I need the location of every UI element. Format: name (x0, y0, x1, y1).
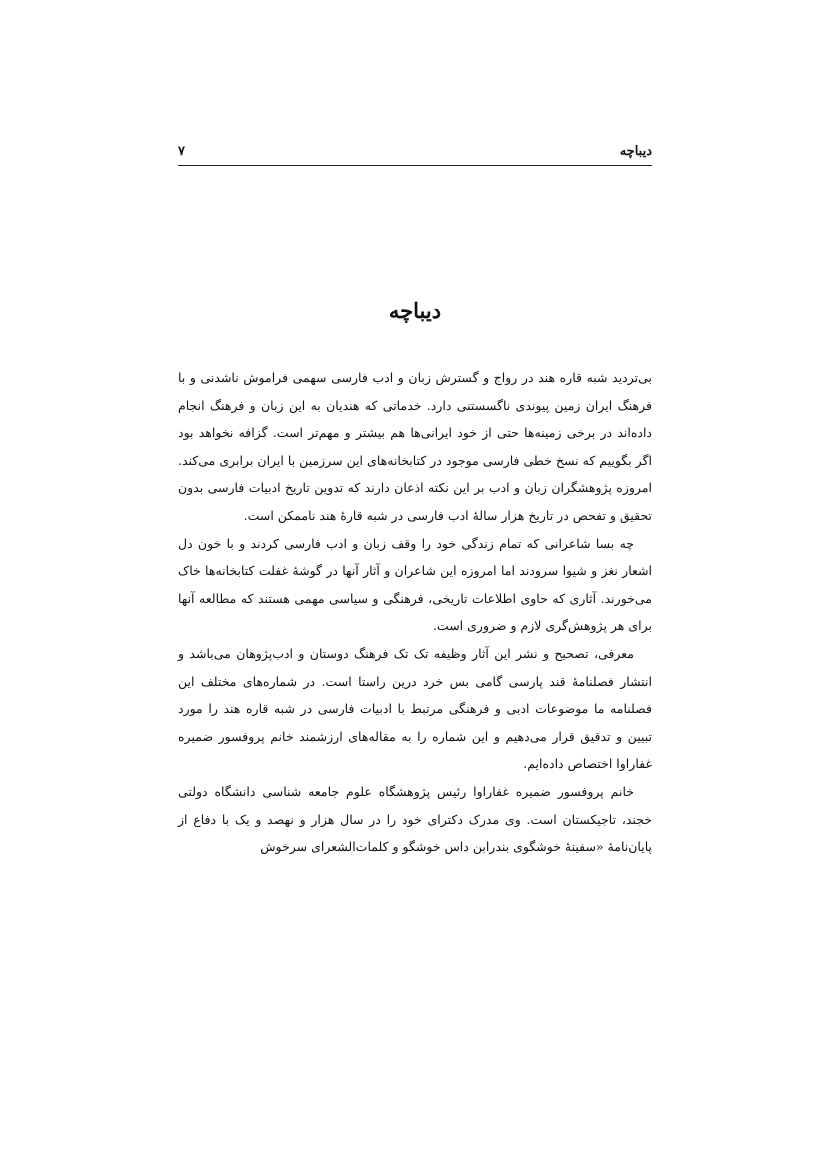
paragraph-1: بی‌تردید شبه قاره هند در رواج و گسترش زبان و ادب فارسی سهمی فراموش ناشدنی و با فرهنگ ایران زمین پیوندی ناگسستنی دارد. خدماتی که هندیان به این زبان و فرهنگ انجام داده‌اند در برخی زمینه‌ها حتی از خود ایرانی‌ها هم بیشتر و مهم‌تر است. گزافه نخواهد بود اگر بگوییم که نسخ خطی فارسی موجود در کتابخانه‌های این سرزمین با ایران برابری می‌کند. امروزه پژوهشگران زبان و ادب بر این نکته اذعان دارند که تدوین تاریخ ادبیات فارسی بدون تحقیق و تفحص در تاریخ هزار سالهٔ ادب فارسی در شبه قارهٔ هند ناممکن است. (178, 370, 652, 523)
running-title: دیباچه (619, 144, 652, 159)
running-header (178, 143, 652, 166)
paragraph-2: چه بسا شاعرانی که تمام زندگی خود را وقف زبان و ادب فارسی کردند و با خون دل اشعار نغز و شیوا سرودند اما امروزه این شاعران و آثار آنها در گوشهٔ غفلت کتابخانه‌ها خاک می‌خورند. آثاری که حاوی اطلاعات تاریخی، فرهنگی و سیاسی مهمی هستند که مطالعه آنها برای هر پژوهش‌گری لازم و ضروری است. (178, 535, 652, 634)
body-text (178, 364, 652, 861)
page-number: ۷ (178, 144, 185, 159)
chapter-title: دیباچه (388, 298, 442, 323)
paragraph-3: معرفی، تصحیح و نشر این آثار وظیفه تک تک فرهنگ دوستان و ادب‌پژوهان می‌باشد و انتشار فصلنامهٔ قند پارسی گامی بس خرد درین راستا است. در شماره‌های مختلف این فصلنامه ما موضوعات ادبی و فرهنگی مرتبط با ادبیات فارسی در شبه قاره هند را مورد تبیین و تدقیق قرار می‌دهیم و این شماره را به مقاله‌های ارزشمند خانم پروفسور ضمیره غفاراوا اختصاص داده‌ایم. (178, 645, 652, 772)
paragraph-4: خانم پروفسور ضمیره غفاراوا رئیس پژوهشگاه علوم جامعه شناسی دانشگاه دولتی خجند، تاجیکستان است. وی مدرک دکترای خود را در سال هزار و نهصد و یک با دفاع از پایان‌نامهٔ «سفینهٔ خوشگوی بندرابن داس خوشگو و کلمات‌الشعرای سرخوش (178, 783, 652, 855)
